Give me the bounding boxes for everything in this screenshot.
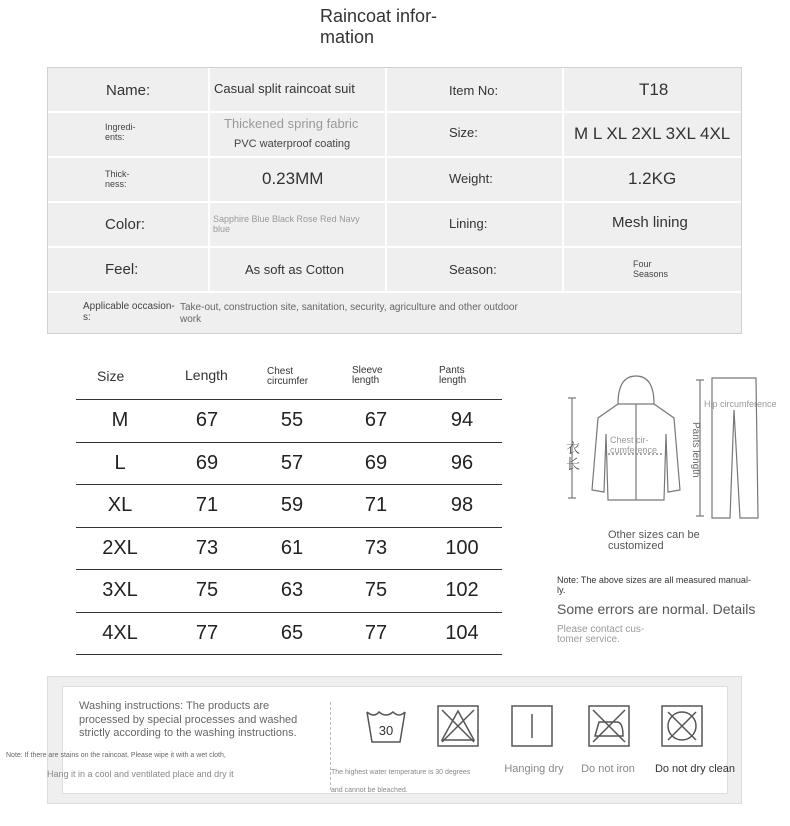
table-cell-chest: 61 — [280, 536, 304, 559]
no-dry-clean-icon — [660, 704, 704, 748]
header-chest: Chest circumfer — [267, 366, 309, 387]
table-cell-length: 77 — [195, 621, 219, 644]
row-divider — [76, 484, 502, 485]
divider — [48, 291, 741, 293]
no-iron-caption: Do not iron — [581, 763, 635, 775]
ingredients-label: Ingredi- ents: — [105, 122, 136, 142]
item-value: T18 — [639, 80, 669, 99]
row-divider — [76, 442, 502, 443]
table-cell-size: XL — [107, 494, 133, 516]
other-sizes-note: Other sizes can be customized — [608, 529, 700, 552]
table-cell-chest: 57 — [280, 451, 304, 474]
pants-length-label: Pants length — [690, 422, 701, 478]
table-cell-chest: 59 — [280, 494, 304, 516]
feel-value: As soft as Cotton — [245, 262, 344, 277]
header-length: Length — [185, 367, 228, 383]
table-cell-sleeve: 67 — [364, 409, 388, 431]
table-cell-chest: 63 — [280, 579, 304, 601]
divider — [48, 156, 741, 158]
lining-label: Lining: — [449, 216, 488, 231]
weight-value: 1.2KG — [628, 169, 677, 188]
wash-temp-text: 30 — [378, 723, 394, 738]
no-iron-icon — [587, 704, 631, 748]
color-label: Color: — [105, 216, 146, 233]
table-cell-pants: 104 — [445, 621, 479, 644]
table-cell-length: 75 — [195, 579, 219, 601]
thickness-value: 0.23MM — [262, 169, 324, 188]
page-title — [320, 6, 480, 48]
table-cell-size: M — [111, 409, 129, 431]
table-cell-size: 2XL — [102, 536, 138, 559]
table-cell-sleeve: 75 — [364, 579, 388, 601]
table-cell-chest: 55 — [280, 409, 304, 431]
row-divider — [76, 654, 502, 655]
weight-label: Weight: — [449, 171, 493, 186]
name-label: Name: — [106, 82, 151, 99]
row-divider — [76, 527, 502, 528]
temp-note: The highest water temperature is 30 degrees and cannot be bleached. — [331, 769, 471, 794]
no-bleach-icon — [436, 704, 480, 748]
table-cell-length: 73 — [195, 536, 219, 559]
ingredients-value-2: PVC waterproof coating — [234, 138, 351, 150]
size-value: M L XL 2XL 3XL 4XL — [574, 124, 731, 143]
title-line-1: Raincoat infor- — [320, 6, 438, 26]
season-label: Season: — [449, 262, 497, 277]
ingredients-value-1: Thickened spring fabric — [224, 116, 359, 131]
hood-outline — [618, 376, 654, 404]
wash-30-icon — [364, 704, 408, 748]
hip-label: Hip circumference — [704, 399, 777, 409]
color-value: Sapphire Blue Black Rose Red Navy blue — [213, 214, 360, 234]
row-divider — [76, 569, 502, 570]
lining-value: Mesh lining — [612, 214, 688, 231]
coat-length-label: 衣长 — [566, 440, 580, 472]
errors-note: Some errors are normal. Details — [557, 601, 756, 617]
header-size: Size — [97, 368, 125, 384]
hanging-dry-icon — [510, 704, 554, 748]
header-pants: Pants length — [439, 365, 467, 386]
measure-note: Note: The above sizes are all measured manual- ly. — [557, 575, 751, 595]
divider — [385, 68, 387, 291]
table-cell-length: 67 — [195, 409, 219, 431]
divider — [48, 246, 741, 248]
occasion-value: Take-out, construction site, sanitation, security, agriculture and other outdoor work — [180, 302, 518, 325]
table-cell-size: 3XL — [102, 579, 138, 601]
name-value: Casual split raincoat suit — [214, 81, 355, 96]
table-cell-pants: 96 — [450, 451, 474, 474]
feel-label: Feel: — [105, 261, 139, 278]
table-cell-size: 4XL — [102, 621, 138, 644]
no-dry-clean-caption: Do not dry clean — [654, 763, 736, 775]
thickness-label: Thick- ness: — [105, 169, 130, 189]
table-cell-sleeve: 77 — [364, 621, 388, 644]
size-label: Size: — [449, 125, 478, 140]
table-cell-chest: 65 — [280, 621, 304, 644]
divider — [48, 111, 741, 113]
table-cell-sleeve: 69 — [364, 451, 388, 474]
table-cell-length: 69 — [195, 451, 219, 474]
item-label: Item No: — [449, 83, 499, 98]
table-cell-pants: 98 — [450, 494, 474, 516]
info-table — [47, 67, 742, 334]
divider — [562, 68, 564, 291]
garment-diagram — [560, 370, 775, 530]
table-cell-pants: 102 — [445, 579, 479, 601]
header-sleeve: Sleeve length — [352, 365, 383, 386]
table-cell-pants: 94 — [450, 409, 474, 431]
table-cell-sleeve: 71 — [364, 494, 388, 516]
divider — [208, 68, 210, 291]
title-line-2: mation — [320, 27, 375, 47]
row-divider — [76, 399, 502, 400]
contact-note: Please contact cus- tomer service. — [557, 624, 645, 645]
divider — [48, 201, 741, 203]
table-cell-sleeve: 73 — [364, 536, 388, 559]
table-cell-length: 71 — [195, 494, 219, 516]
stain-note: Note: If there are stains on the raincoat, Please wipe it with a wet cloth, — [6, 752, 226, 759]
season-value: Four Seasons — [633, 259, 669, 279]
table-cell-size: L — [114, 451, 126, 474]
hanging-dry-caption: Hanging dry — [504, 763, 564, 775]
row-divider — [76, 612, 502, 613]
table-cell-pants: 100 — [445, 536, 479, 559]
washing-intro: Washing instructions: The products are processed by special processes and washed strictly according to the washing instructions. — [79, 700, 298, 739]
hang-note: Hang it in a cool and ventilated place and dry it — [47, 769, 234, 779]
occasion-label: Applicable occasion- s: — [83, 301, 175, 323]
chest-label: Chest cir- cumference — [610, 435, 658, 455]
